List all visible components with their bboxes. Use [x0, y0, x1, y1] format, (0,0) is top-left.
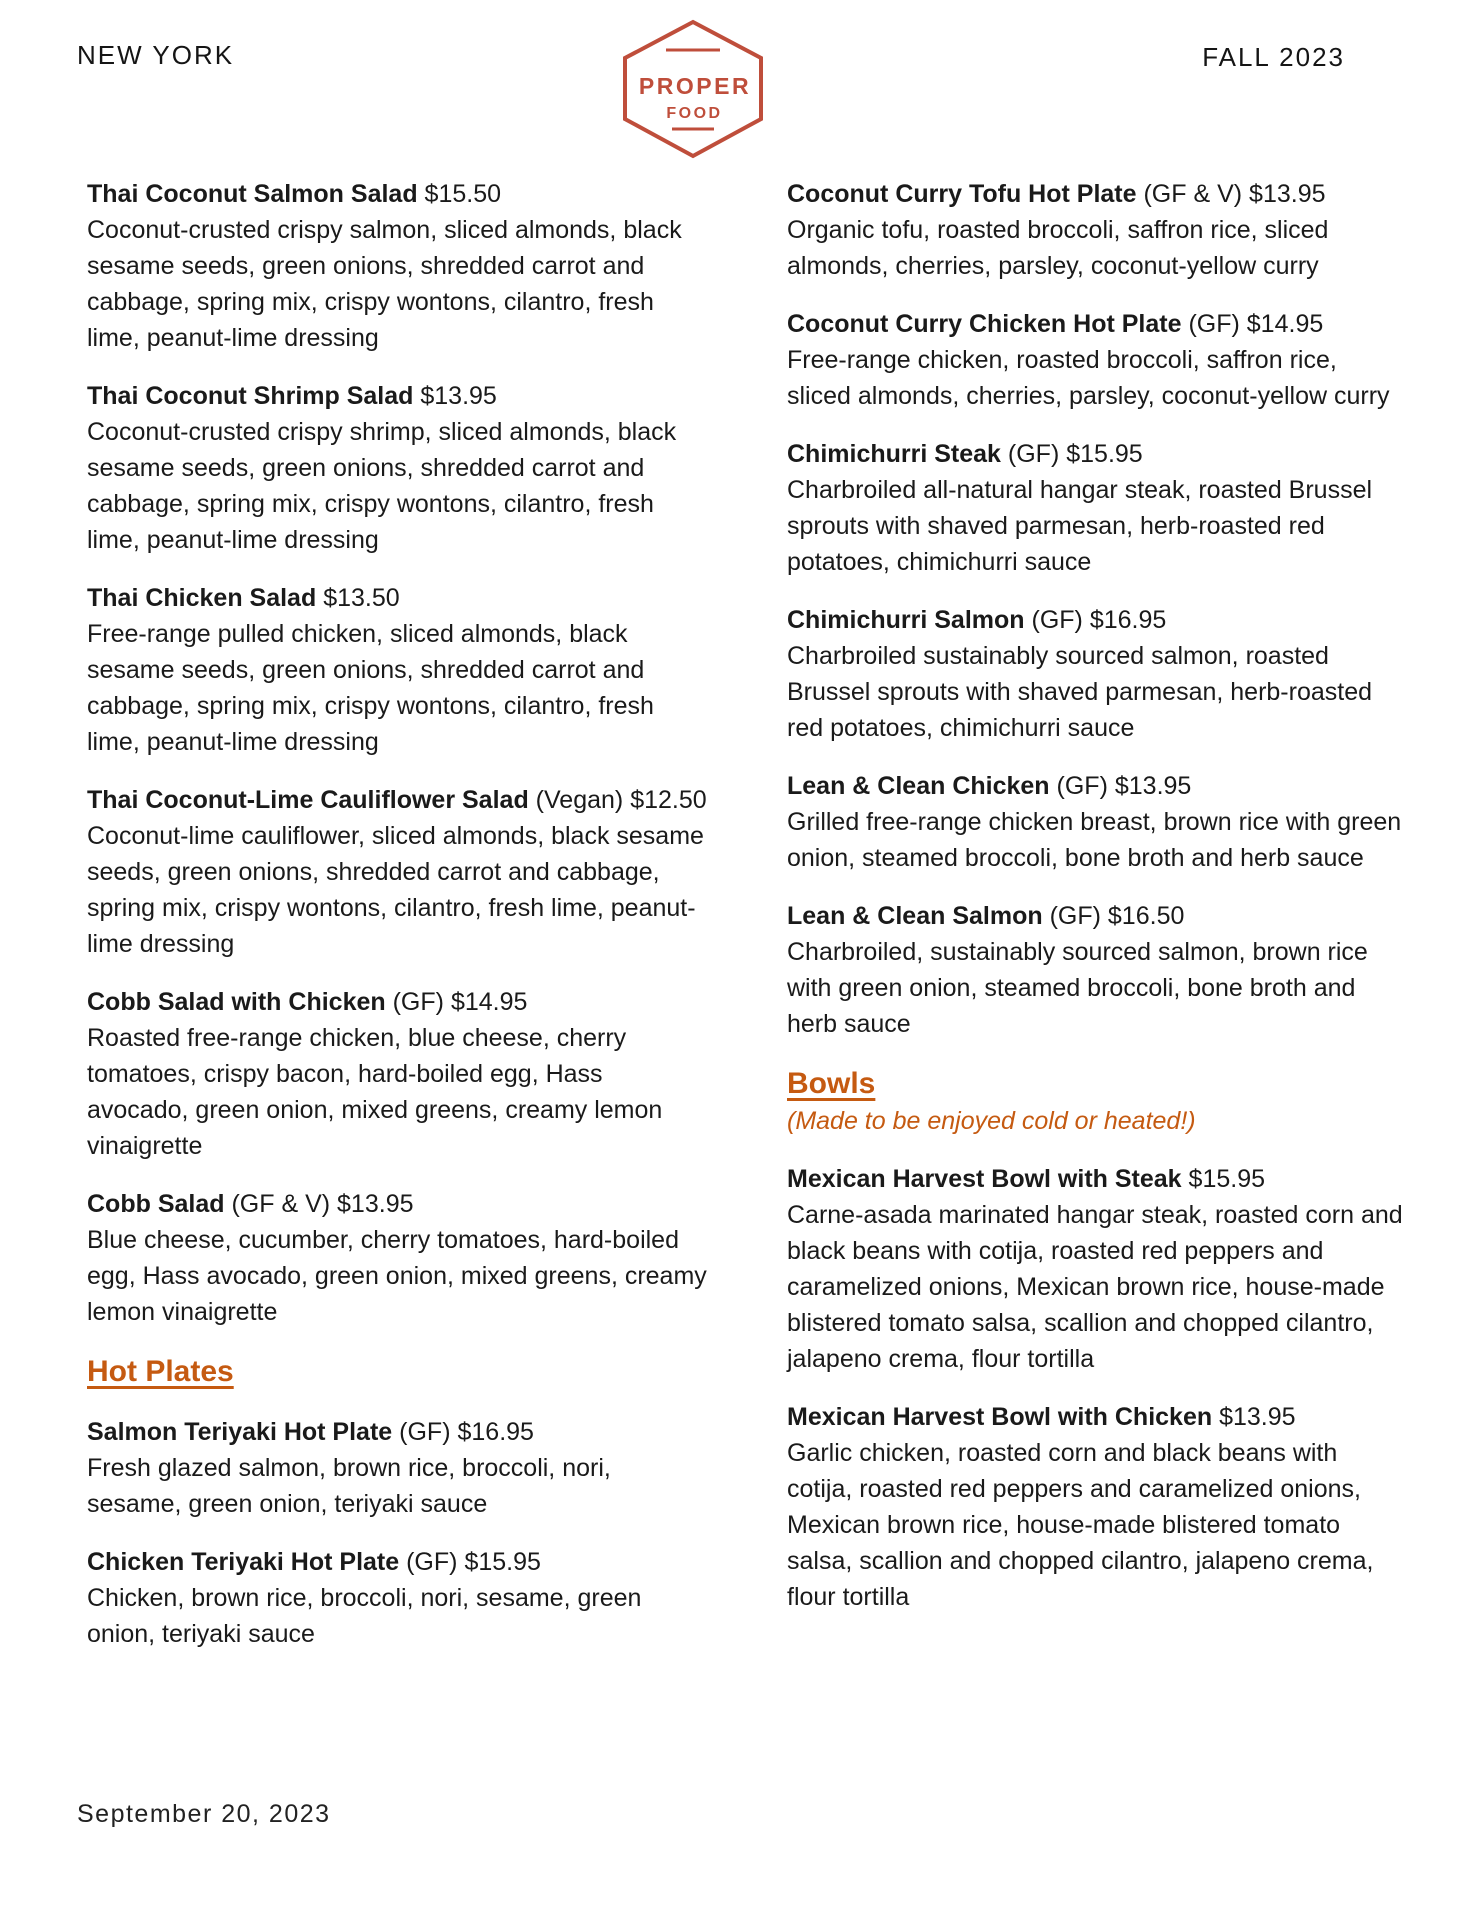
item-description: Coconut-crusted crispy salmon, sliced almonds, black sesame seeds, green onions, shredded carrot and cabbage, spring mix, crispy wontons, cilantro, fresh lime, peanut-lime dressing — [87, 216, 682, 352]
item-price: $14.95 — [1246, 310, 1324, 338]
menu-item — [87, 782, 707, 962]
menu-item — [787, 306, 1407, 414]
menu-column-left — [87, 176, 707, 1674]
item-name: Chimichurri Salmon — [787, 606, 1025, 634]
section-heading: Bowls — [787, 1067, 876, 1100]
item-description: Free-range chicken, roasted broccoli, saffron rice, sliced almonds, cherries, parsley, coconut-yellow curry — [787, 346, 1390, 410]
item-price: $14.95 — [450, 988, 528, 1016]
item-price: $12.50 — [630, 786, 707, 814]
item-name: Lean & Clean Salmon — [787, 902, 1043, 930]
item-price: $13.95 — [337, 1190, 414, 1218]
item-title-line — [787, 1399, 1407, 1435]
menu-item — [787, 1161, 1407, 1377]
item-title-line — [787, 602, 1407, 638]
item-description: Coconut-crusted crispy shrimp, sliced almonds, black sesame seeds, green onions, shredded carrot and cabbage, spring mix, crispy wontons, cilantro, fresh lime, peanut-lime dressing — [87, 418, 677, 554]
item-tag: (GF) — [1031, 606, 1083, 634]
item-name: Cobb Salad — [87, 1190, 225, 1218]
item-name: Coconut Curry Tofu Hot Plate — [787, 180, 1137, 208]
item-name: Mexican Harvest Bowl with Steak — [787, 1165, 1182, 1193]
item-title-line — [87, 580, 707, 616]
item-title-line — [787, 436, 1407, 472]
item-title-line — [87, 176, 707, 212]
item-description: Free-range pulled chicken, sliced almonds, black sesame seeds, green onions, shredded carrot and cabbage, spring mix, crispy wontons, cilantro, fresh lime, peanut-lime dressing — [87, 620, 654, 756]
footer-date: September 20, 2023 — [77, 1800, 331, 1828]
item-description: Charbroiled all-natural hangar steak, roasted Brussel sprouts with shaved parmesan, herb-roasted red potatoes, chimichurri sauce — [787, 476, 1373, 576]
menu-item — [87, 1544, 707, 1652]
item-tag: (GF) — [1049, 902, 1101, 930]
menu-section-header — [87, 1352, 707, 1392]
item-description: Blue cheese, cucumber, cherry tomatoes, hard-boiled egg, Hass avocado, green onion, mixed greens, creamy lemon vinaigrette — [87, 1226, 707, 1326]
item-tag: (GF & V) — [231, 1190, 331, 1218]
header-location: NEW YORK — [77, 40, 235, 70]
item-description: Roasted free-range chicken, blue cheese, cherry tomatoes, crispy bacon, hard-boiled egg, Hass avocado, green onion, mixed greens, creamy lemon vinaigrette — [87, 1024, 663, 1160]
item-description: Charbroiled sustainably sourced salmon, roasted Brussel sprouts with shaved parmesan, herb-roasted red potatoes, chimichurri sauce — [787, 642, 1373, 742]
item-price: $16.95 — [457, 1418, 534, 1446]
item-price: $16.95 — [1089, 606, 1167, 634]
item-title-line — [87, 782, 707, 818]
item-tag: (GF) — [1188, 310, 1240, 338]
menu-item — [87, 176, 707, 356]
item-tag: (Vegan) — [535, 786, 624, 814]
item-price: $15.95 — [1066, 440, 1143, 468]
item-price: $15.95 — [1188, 1165, 1266, 1193]
item-price: $13.50 — [323, 584, 400, 612]
item-description: Garlic chicken, roasted corn and black beans with cotija, roasted red peppers and caramelized onions, Mexican brown rice, house-made blistered tomato salsa, scallion and chopped cilantro, jalapeno crema, flour tortilla — [787, 1439, 1374, 1611]
item-tag: (GF) — [1056, 772, 1108, 800]
item-name: Lean & Clean Chicken — [787, 772, 1050, 800]
menu-item — [787, 898, 1407, 1042]
menu-item — [87, 1186, 707, 1330]
item-title-line — [787, 898, 1407, 934]
menu-body — [87, 176, 1407, 1674]
item-title-line — [87, 1544, 707, 1580]
item-name: Mexican Harvest Bowl with Chicken — [787, 1403, 1213, 1431]
item-price: $16.50 — [1107, 902, 1185, 930]
menu-section-header — [787, 1064, 1407, 1139]
item-title-line — [87, 378, 707, 414]
item-tag: (GF) — [392, 988, 444, 1016]
item-name: Chicken Teriyaki Hot Plate — [87, 1548, 400, 1576]
item-title-line — [787, 1161, 1407, 1197]
item-tag: (GF & V) — [1143, 180, 1243, 208]
item-name: Salmon Teriyaki Hot Plate — [87, 1418, 393, 1446]
item-name: Cobb Salad with Chicken — [87, 988, 386, 1016]
item-name: Thai Coconut-Lime Cauliflower Salad — [87, 786, 529, 814]
item-name: Thai Coconut Salmon Salad — [87, 180, 418, 208]
item-tag: (GF) — [399, 1418, 451, 1446]
item-name: Thai Chicken Salad — [87, 584, 317, 612]
item-name: Coconut Curry Chicken Hot Plate — [787, 310, 1182, 338]
item-title-line — [787, 176, 1407, 212]
item-name: Chimichurri Steak — [787, 440, 1001, 468]
section-heading: Hot Plates — [87, 1355, 234, 1388]
menu-item — [787, 176, 1407, 284]
logo-text-food: FOOD — [666, 105, 723, 122]
item-title-line — [787, 768, 1407, 804]
item-description: Chicken, brown rice, broccoli, nori, sesame, green onion, teriyaki sauce — [87, 1584, 642, 1648]
item-description: Carne-asada marinated hangar steak, roasted corn and black beans with cotija, roasted red peppers and caramelized onions, Mexican brown rice, house-made blistered tomato salsa, scallion and chopped cilantro, jalapeno crema, flour tortilla — [787, 1201, 1403, 1373]
item-description: Coconut-lime cauliflower, sliced almonds, black sesame seeds, green onions, shredded carrot and cabbage, spring mix, crispy wontons, cilantro, fresh lime, peanut-lime dressing — [87, 822, 704, 958]
item-description: Fresh glazed salmon, brown rice, broccoli, nori, sesame, green onion, teriyaki sauce — [87, 1454, 611, 1518]
item-title-line — [787, 306, 1407, 342]
item-price: $13.95 — [1114, 772, 1192, 800]
menu-item — [787, 768, 1407, 876]
menu-item — [87, 580, 707, 760]
item-description: Charbroiled, sustainably sourced salmon, brown rice with green onion, steamed broccoli, bone broth and herb sauce — [787, 938, 1368, 1038]
menu-item — [87, 1414, 707, 1522]
menu-column-right — [787, 176, 1407, 1674]
item-price: $15.95 — [464, 1548, 541, 1576]
item-price: $13.95 — [420, 382, 497, 410]
item-title-line — [87, 984, 707, 1020]
menu-item — [87, 378, 707, 558]
header-season: FALL 2023 — [1202, 42, 1345, 72]
item-tag: (GF) — [1007, 440, 1060, 468]
menu-item — [787, 602, 1407, 746]
menu-item — [87, 984, 707, 1164]
menu-item — [787, 436, 1407, 580]
proper-food-logo — [622, 18, 764, 160]
item-description: Organic tofu, roasted broccoli, saffron rice, sliced almonds, cherries, parsley, coconut-yellow curry — [787, 216, 1329, 280]
item-price: $13.95 — [1249, 180, 1326, 208]
menu-item — [787, 1399, 1407, 1615]
item-description: Grilled free-range chicken breast, brown rice with green onion, steamed broccoli, bone broth and herb sauce — [787, 808, 1402, 872]
item-tag: (GF) — [406, 1548, 458, 1576]
item-price: $15.50 — [424, 180, 502, 208]
item-name: Thai Coconut Shrimp Salad — [87, 382, 414, 410]
logo-text-proper: PROPER — [638, 73, 752, 99]
item-title-line — [87, 1414, 707, 1450]
section-subtitle: (Made to be enjoyed cold or heated!) — [787, 1107, 1196, 1135]
logo-badge-icon — [622, 18, 764, 160]
item-title-line — [87, 1186, 707, 1222]
item-price: $13.95 — [1219, 1403, 1296, 1431]
